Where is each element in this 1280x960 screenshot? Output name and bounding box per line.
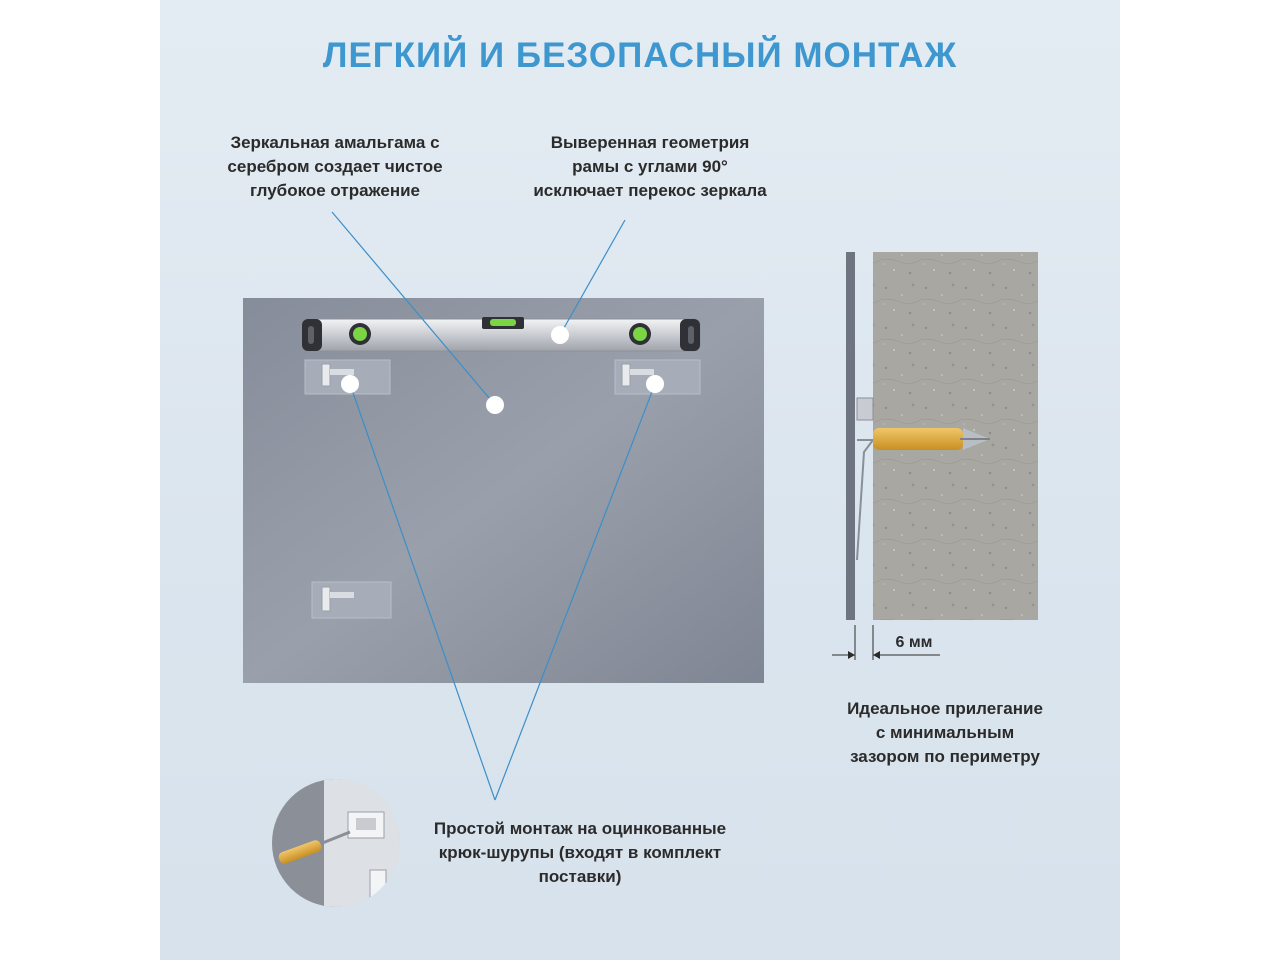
callout-mount: Простой монтаж на оцинкованные крюк-шурупы (входят в комплект поставки) xyxy=(433,819,727,886)
dot-amalgam xyxy=(486,396,504,414)
gap-label: 6 мм xyxy=(895,634,933,651)
mirror-front xyxy=(243,298,764,683)
dot-bracket-right xyxy=(646,375,664,393)
callout-fit: Идеальное прилегание с минимальным зазором по периметру xyxy=(847,699,1043,766)
bracket-bottom-left xyxy=(312,582,391,618)
spirit-level xyxy=(302,317,700,351)
callout-geometry: Выверенная геометрия рамы с углами 90° исключает перекос зеркала xyxy=(533,133,767,200)
dot-geometry xyxy=(551,326,569,344)
mount-detail-circle xyxy=(260,770,414,920)
callout-amalgam: Зеркальная амальгама с серебром создает чистое глубокое отражение xyxy=(227,133,443,200)
page-title: ЛЕГКИЙ И БЕЗОПАСНЫЙ МОНТАЖ xyxy=(322,36,958,75)
mirror-edge xyxy=(846,252,855,620)
dot-bracket-left xyxy=(341,375,359,393)
infographic-panel xyxy=(160,0,1120,960)
side-section xyxy=(832,252,1038,660)
